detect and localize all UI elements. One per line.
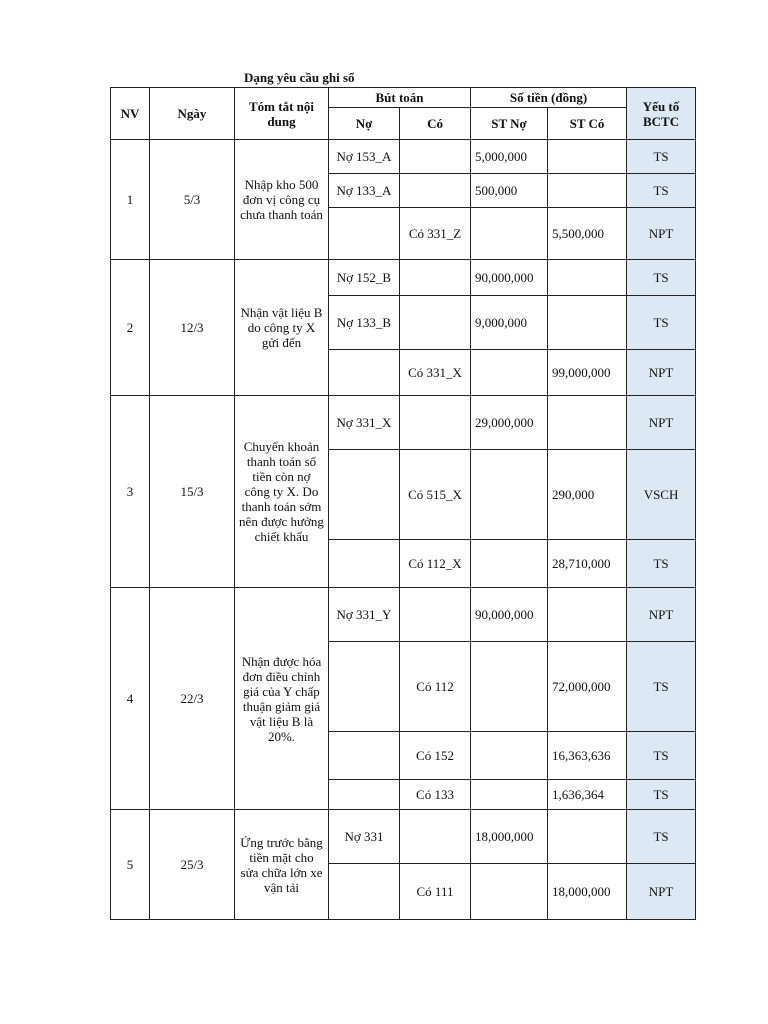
journal-body (111, 140, 696, 920)
debit-amount-cell (471, 864, 548, 920)
bctc-element-cell: TS (627, 810, 696, 864)
debit-account-cell (329, 540, 400, 588)
bctc-element-cell: VSCH (627, 450, 696, 540)
header-so-tien: Số tiền (đồng) (471, 88, 627, 108)
debit-amount-cell (471, 450, 548, 540)
credit-amount-cell (548, 588, 627, 642)
table-row (111, 810, 696, 864)
nv-cell: 2 (111, 260, 150, 396)
debit-account-cell: Nợ 152_B (329, 260, 400, 296)
debit-account-cell (329, 450, 400, 540)
credit-account-cell: Có 112_X (400, 540, 471, 588)
bctc-element-cell: NPT (627, 396, 696, 450)
bctc-element-cell: NPT (627, 864, 696, 920)
header-but-toan: Bút toán (329, 88, 471, 108)
header-co: Có (400, 108, 471, 140)
credit-amount-cell: 18,000,000 (548, 864, 627, 920)
credit-amount-cell: 5,500,000 (548, 208, 627, 260)
credit-account-cell (400, 396, 471, 450)
debit-amount-cell (471, 780, 548, 810)
debit-amount-cell (471, 208, 548, 260)
debit-amount-cell (471, 642, 548, 732)
journal-table (110, 87, 696, 920)
debit-amount-cell: 9,000,000 (471, 296, 548, 350)
table-row (111, 396, 696, 450)
debit-account-cell (329, 642, 400, 732)
debit-account-cell (329, 732, 400, 780)
header-nv: NV (111, 88, 150, 140)
debit-account-cell: Nợ 331_X (329, 396, 400, 450)
bctc-element-cell: TS (627, 780, 696, 810)
credit-account-cell: Có 112 (400, 642, 471, 732)
debit-amount-cell: 90,000,000 (471, 260, 548, 296)
summary-cell: Chuyển khoản thanh toán số tiền còn nợ công ty X. Do thanh toán sớm nên được hưởng chiết khấu (235, 396, 329, 588)
credit-amount-cell: 28,710,000 (548, 540, 627, 588)
credit-account-cell (400, 810, 471, 864)
bctc-element-cell: NPT (627, 350, 696, 396)
debit-account-cell: Nợ 133_A (329, 174, 400, 208)
header-no: Nợ (329, 108, 400, 140)
debit-account-cell: Nợ 331 (329, 810, 400, 864)
date-cell: 15/3 (150, 396, 235, 588)
header-st-co: ST Có (548, 108, 627, 140)
credit-account-cell (400, 260, 471, 296)
summary-cell: Nhận được hóa đơn điều chỉnh giá của Y chấp thuận giảm giá vật liệu B là 20%. (235, 588, 329, 810)
credit-account-cell (400, 140, 471, 174)
date-cell: 22/3 (150, 588, 235, 810)
debit-account-cell (329, 208, 400, 260)
date-cell: 5/3 (150, 140, 235, 260)
credit-amount-cell (548, 296, 627, 350)
debit-amount-cell: 18,000,000 (471, 810, 548, 864)
credit-amount-cell: 16,363,636 (548, 732, 627, 780)
nv-cell: 3 (111, 396, 150, 588)
debit-account-cell: Nợ 153_A (329, 140, 400, 174)
credit-amount-cell (548, 396, 627, 450)
table-row (111, 260, 696, 296)
debit-amount-cell: 90,000,000 (471, 588, 548, 642)
date-cell: 12/3 (150, 260, 235, 396)
summary-cell: Ứng trước bằng tiền mặt cho sửa chữa lớn xe vận tải (235, 810, 329, 920)
credit-account-cell: Có 331_X (400, 350, 471, 396)
date-cell: 25/3 (150, 810, 235, 920)
bctc-element-cell: TS (627, 540, 696, 588)
debit-amount-cell (471, 350, 548, 396)
header-yeu-to-bctc: Yếu tố BCTC (627, 88, 696, 140)
bctc-element-cell: TS (627, 140, 696, 174)
credit-account-cell (400, 174, 471, 208)
bctc-element-cell: TS (627, 174, 696, 208)
credit-account-cell (400, 588, 471, 642)
credit-amount-cell: 290,000 (548, 450, 627, 540)
table-row (111, 140, 696, 174)
credit-amount-cell: 1,636,364 (548, 780, 627, 810)
header-ngay: Ngày (150, 88, 235, 140)
bctc-element-cell: TS (627, 260, 696, 296)
debit-account-cell (329, 864, 400, 920)
summary-cell: Nhập kho 500 đơn vị công cụ chưa thanh toán (235, 140, 329, 260)
debit-account-cell (329, 350, 400, 396)
credit-amount-cell (548, 260, 627, 296)
page-title: Dạng yêu cầu ghi sổ (244, 70, 355, 85)
debit-amount-cell: 29,000,000 (471, 396, 548, 450)
credit-account-cell (400, 296, 471, 350)
bctc-element-cell: TS (627, 642, 696, 732)
debit-amount-cell: 5,000,000 (471, 140, 548, 174)
debit-account-cell: Nợ 133_B (329, 296, 400, 350)
credit-account-cell: Có 515_X (400, 450, 471, 540)
credit-amount-cell: 99,000,000 (548, 350, 627, 396)
credit-amount-cell (548, 174, 627, 208)
credit-account-cell: Có 152 (400, 732, 471, 780)
header-st-no: ST Nợ (471, 108, 548, 140)
credit-amount-cell (548, 140, 627, 174)
credit-amount-cell (548, 810, 627, 864)
credit-account-cell: Có 331_Z (400, 208, 471, 260)
debit-amount-cell (471, 732, 548, 780)
nv-cell: 5 (111, 810, 150, 920)
header-tom-tat: Tóm tắt nội dung (235, 88, 329, 140)
nv-cell: 4 (111, 588, 150, 810)
summary-cell: Nhận vật liệu B do công ty X gửi đến (235, 260, 329, 396)
nv-cell: 1 (111, 140, 150, 260)
bctc-element-cell: NPT (627, 588, 696, 642)
table-row (111, 588, 696, 642)
debit-amount-cell (471, 540, 548, 588)
credit-account-cell: Có 111 (400, 864, 471, 920)
debit-amount-cell: 500,000 (471, 174, 548, 208)
credit-amount-cell: 72,000,000 (548, 642, 627, 732)
debit-account-cell (329, 780, 400, 810)
debit-account-cell: Nợ 331_Y (329, 588, 400, 642)
credit-account-cell: Có 133 (400, 780, 471, 810)
bctc-element-cell: NPT (627, 208, 696, 260)
bctc-element-cell: TS (627, 296, 696, 350)
bctc-element-cell: TS (627, 732, 696, 780)
